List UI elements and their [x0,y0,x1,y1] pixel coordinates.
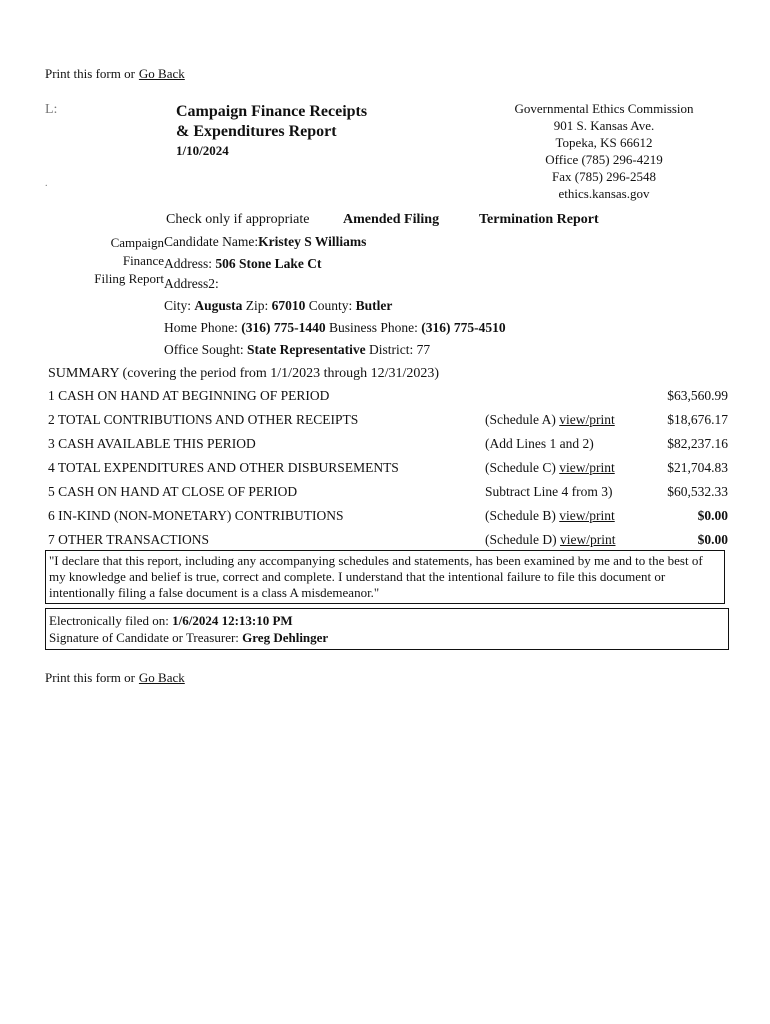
declaration-box: "I declare that this report, including any accompanying schedules and statements, has been examined by me and to the best of my knowledge and belief is true, correct and complete. I understand that the intentional failure to file this document or intentionally filing a false document is a class A misdemeanor." [45,550,725,604]
agency-city: Topeka, KS 66612 [555,135,653,150]
summary-row-schedule: (Schedule A) view/print [485,412,615,427]
summary-row-amount: $0.00 [697,508,728,523]
summary-row-schedule: (Schedule C) view/print [485,460,615,475]
office-line [164,342,430,358]
agency-street: 901 S. Kansas Ave. [553,118,655,133]
home-phone-label: Home Phone: [164,320,238,335]
bottom-nav [45,670,185,686]
zip-value: 67010 [271,298,306,313]
summary-row-amount: $63,560.99 [667,388,728,403]
candidate-name: Kristey S Williams [258,234,367,249]
office-value: State Representative [247,342,366,357]
schedule-b-view-print-link[interactable]: view/print [559,508,615,523]
address2-line [164,276,219,292]
summary-row-desc: 3 CASH AVAILABLE THIS PERIOD [48,436,256,451]
summary-row-amount: $21,704.83 [667,460,728,475]
address2-label: Address2: [164,276,219,291]
summary-row-desc: 1 CASH ON HAND AT BEGINNING OF PERIOD [48,388,330,403]
signature-value: Greg Dehlinger [242,630,329,645]
summary-row-schedule: (Add Lines 1 and 2) [485,436,594,451]
summary-row-amount: $18,676.17 [667,412,728,427]
schedule-d-view-print-link[interactable]: view/print [559,532,616,547]
summary-row-desc: 6 IN-KIND (NON-MONETARY) CONTRIBUTIONS [48,508,344,523]
summary-row-schedule: (Schedule B) view/print [485,508,615,523]
signature-label: Signature of Candidate or Treasurer: [49,630,239,645]
candidate-name-line [164,234,366,250]
summary-row-amount: $0.00 [697,532,728,547]
check-label: Check only if appropriate [166,212,310,227]
schedule-a-view-print-link[interactable]: view/print [559,412,615,427]
summary-row [48,508,728,530]
filed-on-label: Electronically filed on: [49,613,169,628]
summary-row [48,436,728,458]
schedule-c-view-print-link[interactable]: view/print [559,460,615,475]
summary-row-desc: 5 CASH ON HAND AT CLOSE OF PERIOD [48,484,298,499]
summary-row-schedule: (Schedule D) view/print [485,532,616,547]
top-nav [45,66,185,82]
side-label-line2: Finance [122,253,164,268]
summary-row-amount: $82,237.16 [667,436,728,451]
summary-row-desc: 2 TOTAL CONTRIBUTIONS AND OTHER RECEIPTS [48,412,359,427]
agency-fax: Fax (785) 296-2548 [552,169,656,184]
city-value: Augusta [194,298,243,313]
agency-name: Governmental Ethics Commission [514,101,694,116]
summary-row-desc: 4 TOTAL EXPENDITURES AND OTHER DISBURSEMENTS [48,460,399,475]
agency-office-phone: Office (785) 296-4219 [545,152,663,167]
side-label-line1: Campaign [110,235,164,250]
county-value: Butler [355,298,393,313]
go-back-link-bottom[interactable]: Go Back [138,670,185,685]
zip-label: Zip: [245,298,269,313]
filed-on-line [49,612,725,629]
corner-dot: . [45,178,48,189]
agency-block [484,100,724,202]
city-label: City: [164,298,192,313]
candidate-name-label: Candidate Name: [164,234,259,249]
summary-row [48,412,728,434]
business-phone-value: (316) 775-4510 [421,320,506,335]
office-label: Office Sought: [164,342,244,357]
print-form-text-bottom: Print this form or [45,670,135,685]
address-label: Address: [164,256,212,271]
home-phone-value: (316) 775-1440 [241,320,326,335]
summary-row [48,484,728,506]
corner-mark: L: [45,102,58,117]
termination-report-option: Termination Report [479,212,599,227]
business-phone-label: Business Phone: [329,320,418,335]
summary-row [48,460,728,482]
amended-filing-option: Amended Filing [343,212,440,227]
summary-row-desc: 7 OTHER TRANSACTIONS [48,532,210,547]
address-value: 506 Stone Lake Ct [215,256,322,271]
summary-row-schedule: Subtract Line 4 from 3) [485,484,613,499]
side-label [74,234,164,288]
side-label-line3: Filing Report [94,271,164,286]
summary-row-amount: $60,532.33 [667,484,728,499]
report-date: 1/10/2024 [176,143,229,158]
city-line [164,298,392,314]
agency-website: ethics.kansas.gov [558,186,650,201]
report-title-line2: & Expenditures Report [176,123,337,140]
report-title [176,102,367,142]
filed-on-value: 1/6/2024 12:13:10 PM [172,613,293,628]
district-value: 77 [416,342,431,357]
district-label: District: [368,342,414,357]
summary-row [48,388,728,410]
filing-signature-box [45,608,729,650]
address-line [164,256,322,272]
go-back-link[interactable]: Go Back [138,66,185,81]
summary-heading: SUMMARY (covering the period from 1/1/2023 through 12/31/2023) [48,366,440,381]
report-title-line1: Campaign Finance Receipts [176,103,368,120]
print-form-text: Print this form or [45,66,135,81]
phone-line [164,320,506,336]
county-label: County: [308,298,353,313]
signature-line [49,629,725,646]
